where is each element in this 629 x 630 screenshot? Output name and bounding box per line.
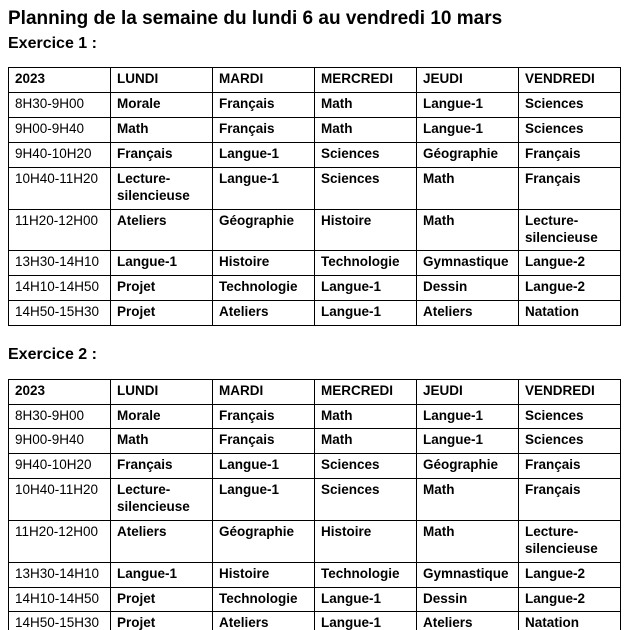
column-header: LUNDI bbox=[111, 68, 213, 93]
column-header: MARDI bbox=[213, 379, 315, 404]
subject-cell: Lecture-silencieuse bbox=[519, 520, 621, 562]
subject-cell: Lecture-silencieuse bbox=[111, 167, 213, 209]
subject-cell: Histoire bbox=[213, 562, 315, 587]
subject-cell: Sciences bbox=[519, 93, 621, 118]
subject-cell: Dessin bbox=[417, 587, 519, 612]
schedule-table-exercise-1 bbox=[8, 67, 621, 326]
subject-cell: Français bbox=[111, 454, 213, 479]
subject-cell: Ateliers bbox=[213, 301, 315, 326]
subject-cell: Histoire bbox=[315, 520, 417, 562]
time-cell: 9H40-10H20 bbox=[9, 454, 111, 479]
subject-cell: Sciences bbox=[315, 454, 417, 479]
exercise-1-section bbox=[8, 35, 621, 326]
time-cell: 9H00-9H40 bbox=[9, 118, 111, 143]
subject-cell: Français bbox=[213, 93, 315, 118]
time-cell: 10H40-11H20 bbox=[9, 479, 111, 521]
subject-cell: Langue-1 bbox=[213, 167, 315, 209]
subject-cell: Langue-2 bbox=[519, 276, 621, 301]
subject-cell: Projet bbox=[111, 587, 213, 612]
subject-cell: Math bbox=[417, 479, 519, 521]
subject-cell: Langue-1 bbox=[417, 118, 519, 143]
subject-cell: Math bbox=[111, 118, 213, 143]
time-cell: 14H10-14H50 bbox=[9, 276, 111, 301]
subject-cell: Lecture-silencieuse bbox=[519, 209, 621, 251]
table-row bbox=[9, 612, 621, 630]
column-header: MERCREDI bbox=[315, 379, 417, 404]
subject-cell: Langue-2 bbox=[519, 587, 621, 612]
subject-cell: Math bbox=[315, 118, 417, 143]
subject-cell: Natation bbox=[519, 612, 621, 630]
subject-cell: Histoire bbox=[315, 209, 417, 251]
subject-cell: Langue-1 bbox=[417, 404, 519, 429]
subject-cell: Ateliers bbox=[417, 301, 519, 326]
subject-cell: Morale bbox=[111, 93, 213, 118]
subject-cell: Dessin bbox=[417, 276, 519, 301]
subject-cell: Langue-2 bbox=[519, 562, 621, 587]
column-header: VENDREDI bbox=[519, 68, 621, 93]
subject-cell: Français bbox=[519, 479, 621, 521]
subject-cell: Math bbox=[111, 429, 213, 454]
subject-cell: Gymnastique bbox=[417, 562, 519, 587]
column-header: JEUDI bbox=[417, 379, 519, 404]
subject-cell: Langue-1 bbox=[315, 612, 417, 630]
subject-cell: Géographie bbox=[417, 143, 519, 168]
subject-cell: Sciences bbox=[519, 429, 621, 454]
time-cell: 9H00-9H40 bbox=[9, 429, 111, 454]
subject-cell: Projet bbox=[111, 612, 213, 630]
subject-cell: Langue-1 bbox=[417, 93, 519, 118]
subject-cell: Math bbox=[315, 429, 417, 454]
table-row bbox=[9, 209, 621, 251]
column-header: LUNDI bbox=[111, 379, 213, 404]
subject-cell: Math bbox=[417, 209, 519, 251]
time-cell: 14H50-15H30 bbox=[9, 612, 111, 630]
subject-cell: Français bbox=[111, 143, 213, 168]
time-cell: 10H40-11H20 bbox=[9, 167, 111, 209]
table-row bbox=[9, 562, 621, 587]
time-cell: 14H50-15H30 bbox=[9, 301, 111, 326]
subject-cell: Géographie bbox=[417, 454, 519, 479]
subject-cell: Géographie bbox=[213, 209, 315, 251]
exercise-1-label: Exercice 1 : bbox=[8, 34, 97, 52]
column-header: MERCREDI bbox=[315, 68, 417, 93]
header-row bbox=[9, 68, 621, 93]
subject-cell: Sciences bbox=[315, 479, 417, 521]
table-row bbox=[9, 404, 621, 429]
time-cell: 13H30-14H10 bbox=[9, 251, 111, 276]
table-row bbox=[9, 520, 621, 562]
subject-cell: Histoire bbox=[213, 251, 315, 276]
time-cell: 9H40-10H20 bbox=[9, 143, 111, 168]
subject-cell: Langue-1 bbox=[213, 454, 315, 479]
table-row bbox=[9, 118, 621, 143]
column-header: MARDI bbox=[213, 68, 315, 93]
subject-cell: Langue-1 bbox=[417, 429, 519, 454]
schedule-table-exercise-2 bbox=[8, 379, 621, 630]
column-header: VENDREDI bbox=[519, 379, 621, 404]
subject-cell: Langue-1 bbox=[111, 251, 213, 276]
subject-cell: Français bbox=[213, 118, 315, 143]
subject-cell: Natation bbox=[519, 301, 621, 326]
table-row bbox=[9, 93, 621, 118]
subject-cell: Sciences bbox=[519, 404, 621, 429]
subject-cell: Français bbox=[213, 429, 315, 454]
subject-cell: Langue-2 bbox=[519, 251, 621, 276]
subject-cell: Langue-1 bbox=[111, 562, 213, 587]
time-cell: 8H30-9H00 bbox=[9, 404, 111, 429]
subject-cell: Langue-1 bbox=[315, 276, 417, 301]
subject-cell: Langue-1 bbox=[213, 479, 315, 521]
column-header: 2023 bbox=[9, 379, 111, 404]
time-cell: 8H30-9H00 bbox=[9, 93, 111, 118]
subject-cell: Français bbox=[519, 143, 621, 168]
subject-cell: Langue-1 bbox=[315, 587, 417, 612]
subject-cell: Sciences bbox=[315, 167, 417, 209]
table-row bbox=[9, 454, 621, 479]
table-row bbox=[9, 143, 621, 168]
exercise-2-section bbox=[8, 346, 621, 630]
column-header: 2023 bbox=[9, 68, 111, 93]
subject-cell: Sciences bbox=[315, 143, 417, 168]
subject-cell: Ateliers bbox=[417, 612, 519, 630]
subject-cell: Ateliers bbox=[213, 612, 315, 630]
subject-cell: Langue-1 bbox=[315, 301, 417, 326]
table-row bbox=[9, 479, 621, 521]
subject-cell: Ateliers bbox=[111, 520, 213, 562]
table-row bbox=[9, 167, 621, 209]
exercise-2-label: Exercice 2 : bbox=[8, 346, 97, 364]
subject-cell: Math bbox=[417, 520, 519, 562]
subject-cell: Géographie bbox=[213, 520, 315, 562]
subject-cell: Technologie bbox=[315, 251, 417, 276]
subject-cell: Ateliers bbox=[111, 209, 213, 251]
subject-cell: Français bbox=[519, 454, 621, 479]
table-row bbox=[9, 251, 621, 276]
column-header: JEUDI bbox=[417, 68, 519, 93]
subject-cell: Technologie bbox=[315, 562, 417, 587]
table-row bbox=[9, 301, 621, 326]
time-cell: 11H20-12H00 bbox=[9, 520, 111, 562]
subject-cell: Morale bbox=[111, 404, 213, 429]
header-row bbox=[9, 379, 621, 404]
subject-cell: Technologie bbox=[213, 276, 315, 301]
subject-cell: Français bbox=[519, 167, 621, 209]
subject-cell: Langue-1 bbox=[213, 143, 315, 168]
page-title: Planning de la semaine du lundi 6 au vendredi 10 mars bbox=[8, 8, 503, 29]
subject-cell: Français bbox=[213, 404, 315, 429]
time-cell: 11H20-12H00 bbox=[9, 209, 111, 251]
subject-cell: Projet bbox=[111, 276, 213, 301]
time-cell: 13H30-14H10 bbox=[9, 562, 111, 587]
subject-cell: Projet bbox=[111, 301, 213, 326]
table-row bbox=[9, 587, 621, 612]
table-row bbox=[9, 276, 621, 301]
subject-cell: Technologie bbox=[213, 587, 315, 612]
subject-cell: Sciences bbox=[519, 118, 621, 143]
subject-cell: Lecture-silencieuse bbox=[111, 479, 213, 521]
subject-cell: Math bbox=[315, 404, 417, 429]
table-row bbox=[9, 429, 621, 454]
subject-cell: Math bbox=[315, 93, 417, 118]
subject-cell: Gymnastique bbox=[417, 251, 519, 276]
subject-cell: Math bbox=[417, 167, 519, 209]
time-cell: 14H10-14H50 bbox=[9, 587, 111, 612]
